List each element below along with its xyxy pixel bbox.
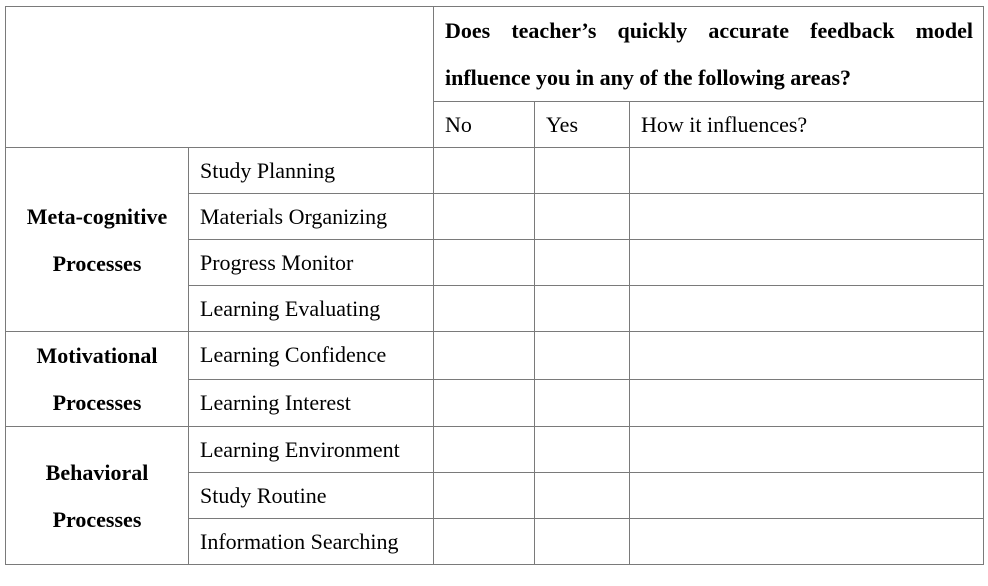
item-label: Progress Monitor xyxy=(189,240,434,286)
answer-how-cell[interactable] xyxy=(630,240,984,286)
category-metacognitive: Meta-cognitive Processes xyxy=(6,148,189,332)
item-label: Study Routine xyxy=(189,473,434,519)
feedback-survey-table xyxy=(5,6,984,565)
answer-how-cell[interactable] xyxy=(630,427,984,473)
answer-no-cell[interactable] xyxy=(434,519,535,565)
answer-no-cell[interactable] xyxy=(434,148,535,194)
answer-how-cell[interactable] xyxy=(630,332,984,380)
column-header-how: How it influences? xyxy=(630,102,984,148)
answer-yes-cell[interactable] xyxy=(535,240,630,286)
item-label: Learning Environment xyxy=(189,427,434,473)
answer-no-cell[interactable] xyxy=(434,286,535,332)
answer-yes-cell[interactable] xyxy=(535,332,630,380)
category-behavioral: Behavioral Processes xyxy=(6,427,189,565)
answer-yes-cell[interactable] xyxy=(535,148,630,194)
item-label: Study Planning xyxy=(189,148,434,194)
answer-how-cell[interactable] xyxy=(630,473,984,519)
answer-no-cell[interactable] xyxy=(434,240,535,286)
answer-how-cell[interactable] xyxy=(630,379,984,427)
item-label: Materials Organizing xyxy=(189,194,434,240)
answer-yes-cell[interactable] xyxy=(535,379,630,427)
table-row xyxy=(6,427,984,473)
answer-no-cell[interactable] xyxy=(434,427,535,473)
column-header-yes: Yes xyxy=(535,102,630,148)
answer-no-cell[interactable] xyxy=(434,379,535,427)
answer-how-cell[interactable] xyxy=(630,148,984,194)
table-row xyxy=(6,332,984,380)
answer-yes-cell[interactable] xyxy=(535,519,630,565)
survey-question: Does teacher’s quickly accurate feedback model influence you in any of the following areas? xyxy=(434,7,984,102)
category-motivational: Motivational Processes xyxy=(6,332,189,427)
answer-yes-cell[interactable] xyxy=(535,194,630,240)
header-corner-cell xyxy=(6,7,434,148)
answer-yes-cell[interactable] xyxy=(535,286,630,332)
answer-yes-cell[interactable] xyxy=(535,473,630,519)
item-label: Learning Interest xyxy=(189,379,434,427)
item-label: Learning Evaluating xyxy=(189,286,434,332)
answer-how-cell[interactable] xyxy=(630,286,984,332)
column-header-no: No xyxy=(434,102,535,148)
answer-no-cell[interactable] xyxy=(434,332,535,380)
answer-no-cell[interactable] xyxy=(434,473,535,519)
item-label: Learning Confidence xyxy=(189,332,434,380)
answer-yes-cell[interactable] xyxy=(535,427,630,473)
item-label: Information Searching xyxy=(189,519,434,565)
answer-how-cell[interactable] xyxy=(630,194,984,240)
header-row xyxy=(6,7,984,102)
answer-how-cell[interactable] xyxy=(630,519,984,565)
table-row xyxy=(6,148,984,194)
answer-no-cell[interactable] xyxy=(434,194,535,240)
